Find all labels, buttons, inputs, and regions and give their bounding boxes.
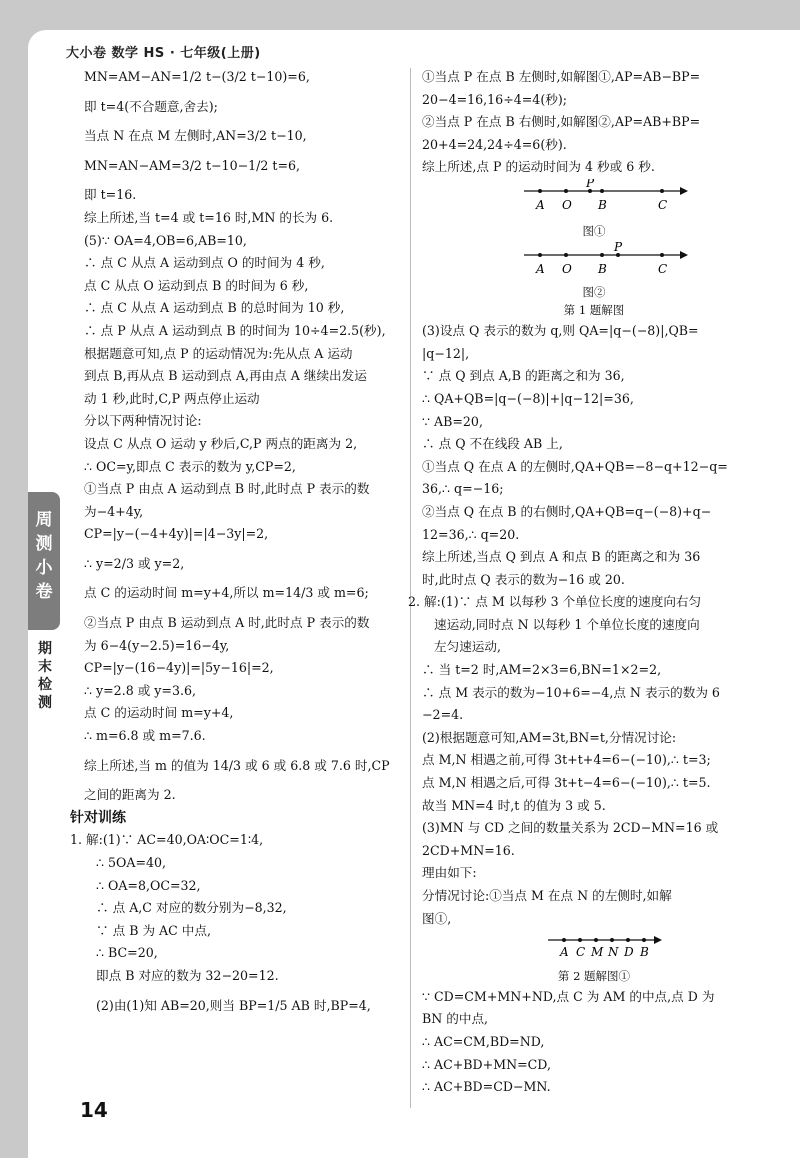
text-line: BN 的中点,	[422, 1011, 489, 1027]
text-line: 左匀速运动,	[434, 639, 501, 655]
text-line: 到点 B,再从点 B 运动到点 A,再由点 A 继续出发运	[84, 368, 367, 384]
fig1-label-A: A	[536, 197, 545, 212]
text-line: CP=|y−(16−4y)|=|5y−16|=2,	[84, 660, 274, 676]
fig3-label-C: C	[576, 945, 586, 960]
book-header: 大小卷 数学 HS · 七年级(上册)	[66, 46, 261, 61]
section-title: 针对训练	[70, 809, 126, 826]
text-line: 分以下两种情况讨论:	[84, 413, 202, 429]
text-line: ∵ 点 B 为 AC 中点,	[96, 922, 211, 938]
text-line: ∴ 点 M 表示的数为−10+6=−4,点 N 表示的数为 6	[422, 684, 720, 700]
text-line: 动 1 秒,此时,C,P 两点停止运动	[84, 390, 260, 406]
fig2-label-A: A	[536, 261, 545, 276]
text-line: ∴ OC=y,即点 C 表示的数为 y,CP=2,	[84, 458, 296, 474]
text-line: 综上所述,当 t=4 或 t=16 时,MN 的长为 6.	[84, 209, 334, 225]
text-line: ∵ AB=20,	[422, 413, 483, 429]
text-line: ∴ 点 A,C 对应的数分别为−8,32,	[96, 900, 287, 916]
text-line: 20+4=24,24÷4=6(秒).	[422, 136, 567, 152]
figure-caption: 图②	[582, 285, 606, 300]
text-line: ∴ 点 C 从点 A 运动到点 B 的总时间为 10 秒,	[84, 300, 345, 316]
text-line: ∴ AC+BD=CD−MN.	[422, 1079, 551, 1095]
text-line: 设点 C 从点 O 运动 y 秒后,C,P 两点的距离为 2,	[84, 435, 358, 451]
text-line: 为 6−4(y−2.5)=16−4y,	[84, 637, 230, 653]
text-line: ∴ BC=20,	[96, 945, 158, 961]
text-line: 速运动,同时点 N 以每秒 1 个单位长度的速度向	[434, 616, 700, 632]
text-line: 时,此时点 Q 表示的数为−16 或 20.	[422, 571, 625, 587]
figure-3-number-line	[422, 930, 766, 960]
text-line: 根据题意可知,点 P 的运动情况为:先从点 A 运动	[84, 345, 353, 361]
text-line: 综上所述,当点 Q 到点 A 和点 B 的距离之和为 36	[422, 549, 701, 565]
text-line: ∴ AC=CM,BD=ND,	[422, 1033, 545, 1049]
fig3-label-B: B	[640, 945, 649, 960]
text-line: 分情况讨论:①当点 M 在点 N 的左侧时,如解	[422, 888, 672, 903]
text-line: (2)根据题意可知,AM=3t,BN=t,分情况讨论:	[422, 729, 677, 745]
figure-caption: 第 1 题解图	[563, 303, 625, 318]
text-line: 2. 解:(1)∵ 点 M 以每秒 3 个单位长度的速度向右匀	[408, 594, 702, 610]
text-line: 点 C 从点 O 运动到点 B 的时间为 6 秒,	[84, 277, 309, 293]
fig2-label-P: P	[614, 240, 623, 254]
page-number: 14	[80, 1098, 108, 1122]
text-line: 当点 N 在点 M 左侧时,AN=3/2 t−10,	[84, 128, 307, 144]
side-tab	[28, 492, 60, 630]
text-line: ∴ OA=8,OC=32,	[96, 877, 201, 893]
text-line: ∴ 点 Q 不在线段 AB 上,	[422, 436, 563, 452]
fig3-label-A: A	[560, 945, 569, 960]
text-line: ∴ 点 C 从点 A 运动到点 O 的时间为 4 秒,	[84, 255, 325, 271]
fig3-label-D: D	[624, 945, 634, 960]
right-column	[408, 66, 766, 1099]
text-line: 点 M,N 相遇之前,可得 3t+t+4=6−(−10),∴ t=3;	[422, 752, 711, 768]
text-line: 综上所述,当 m 的值为 14/3 或 6 或 6.8 或 7.6 时,CP	[84, 757, 390, 773]
text-line: ②当点 P 由点 B 运动到点 A 时,此时点 P 表示的数	[84, 615, 370, 631]
text-line: 图①,	[422, 910, 452, 926]
text-line: ①当点 P 由点 A 运动到点 B 时,此时点 P 表示的数	[84, 481, 370, 497]
page	[28, 30, 800, 1158]
text-line: ∴ QA+QB=|q−(−8)|+|q−12|=36,	[422, 390, 634, 406]
fig1-label-C: C	[658, 197, 668, 212]
text-line: 综上所述,点 P 的运动时间为 4 秒或 6 秒.	[422, 159, 655, 175]
text-line: ∴ AC+BD+MN=CD,	[422, 1056, 551, 1072]
text-line: ①当点 Q 在点 A 的左侧时,QA+QB=−8−q+12−q=	[422, 458, 728, 474]
text-line: ∴ m=6.8 或 m=7.6.	[84, 728, 206, 744]
figure-caption: 第 2 题解图①	[557, 968, 631, 983]
fig1-label-B: B	[598, 197, 607, 212]
text-line: ∵ CD=CM+MN+ND,点 C 为 AM 的中点,点 D 为	[422, 988, 715, 1004]
text-line: (5)∵ OA=4,OB=6,AB=10,	[84, 232, 247, 248]
text-line: 1. 解:(1)∵ AC=40,OA∶OC=1∶4,	[70, 832, 264, 848]
text-line: MN=AN−AM=3/2 t−10−1/2 t=6,	[84, 157, 301, 173]
figure-caption: 图①	[582, 223, 606, 238]
fig2-label-B: B	[598, 261, 607, 276]
fig3-label-N: N	[608, 945, 619, 960]
text-line: 即点 B 对应的数为 32−20=12.	[96, 967, 279, 983]
text-line: 点 M,N 相遇之后,可得 3t+t−4=6−(−10),∴ t=5.	[422, 775, 711, 791]
text-line: −2=4.	[422, 707, 464, 723]
left-column	[70, 66, 402, 1017]
text-line: ∵ 点 Q 到点 A,B 的距离之和为 36,	[422, 368, 625, 384]
text-line: ∴ 当 t=2 时,AM=2×3=6,BN=1×2=2,	[422, 662, 662, 678]
text-line: 12=36,∴ q=20.	[422, 526, 520, 542]
figure-2-number-line	[422, 241, 766, 277]
text-line: ∴ y=2/3 或 y=2,	[84, 555, 185, 571]
text-line: 点 C 的运动时间 m=y+4,	[84, 705, 234, 721]
fig2-label-O: O	[562, 261, 572, 276]
text-line: 2CD+MN=16.	[422, 842, 515, 858]
figure-1-number-line	[422, 179, 766, 215]
fig2-label-C: C	[658, 261, 668, 276]
text-line: 点 C 的运动时间 m=y+4,所以 m=14/3 或 m=6;	[84, 585, 369, 601]
text-line: 故当 MN=4 时,t 的值为 3 或 5.	[422, 797, 606, 813]
side-label: 期末检测	[38, 641, 52, 711]
text-line: (3)设点 Q 表示的数为 q,则 QA=|q−(−8)|,QB=	[422, 323, 699, 339]
side-tab-text: 周测小卷	[35, 510, 53, 602]
text-line: 即 t=16.	[84, 187, 137, 203]
text-line: |q−12|,	[422, 345, 470, 361]
text-line: ②当点 P 在点 B 右侧时,如解图②,AP=AB+BP=	[422, 114, 701, 130]
text-line: 36,∴ q=−16;	[422, 481, 504, 497]
text-line: 理由如下:	[422, 865, 477, 881]
text-line: ①当点 P 在点 B 左侧时,如解图①,AP=AB−BP=	[422, 69, 701, 84]
fig1-label-O: O	[562, 197, 572, 212]
text-line: CP=|y−(−4+4y)|=|4−3y|=2,	[84, 526, 269, 542]
text-line: ②当点 Q 在点 B 的右侧时,QA+QB=q−(−8)+q−	[422, 503, 712, 519]
text-line: ∴ y=2.8 或 y=3.6,	[84, 682, 197, 698]
text-line: MN=AM−AN=1/2 t−(3/2 t−10)=6,	[84, 69, 310, 84]
text-line: ∴ 点 P 从点 A 运动到点 B 的时间为 10÷4=2.5(秒),	[84, 322, 386, 338]
fig3-label-M: M	[591, 945, 604, 960]
column-divider	[410, 68, 411, 1108]
text-line: 之间的距离为 2.	[84, 787, 176, 803]
text-line: ∴ 5OA=40,	[96, 855, 167, 870]
text-line: 20−4=16,16÷4=4(秒);	[422, 91, 567, 107]
text-line: 为−4+4y,	[84, 503, 144, 519]
text-line: (2)由(1)知 AB=20,则当 BP=1/5 AB 时,BP=4,	[96, 997, 371, 1013]
text-line: 即 t=4(不合题意,舍去);	[84, 98, 218, 114]
text-line: (3)MN 与 CD 之间的数量关系为 2CD−MN=16 或	[422, 820, 719, 836]
fig1-label-P: P	[586, 178, 595, 190]
